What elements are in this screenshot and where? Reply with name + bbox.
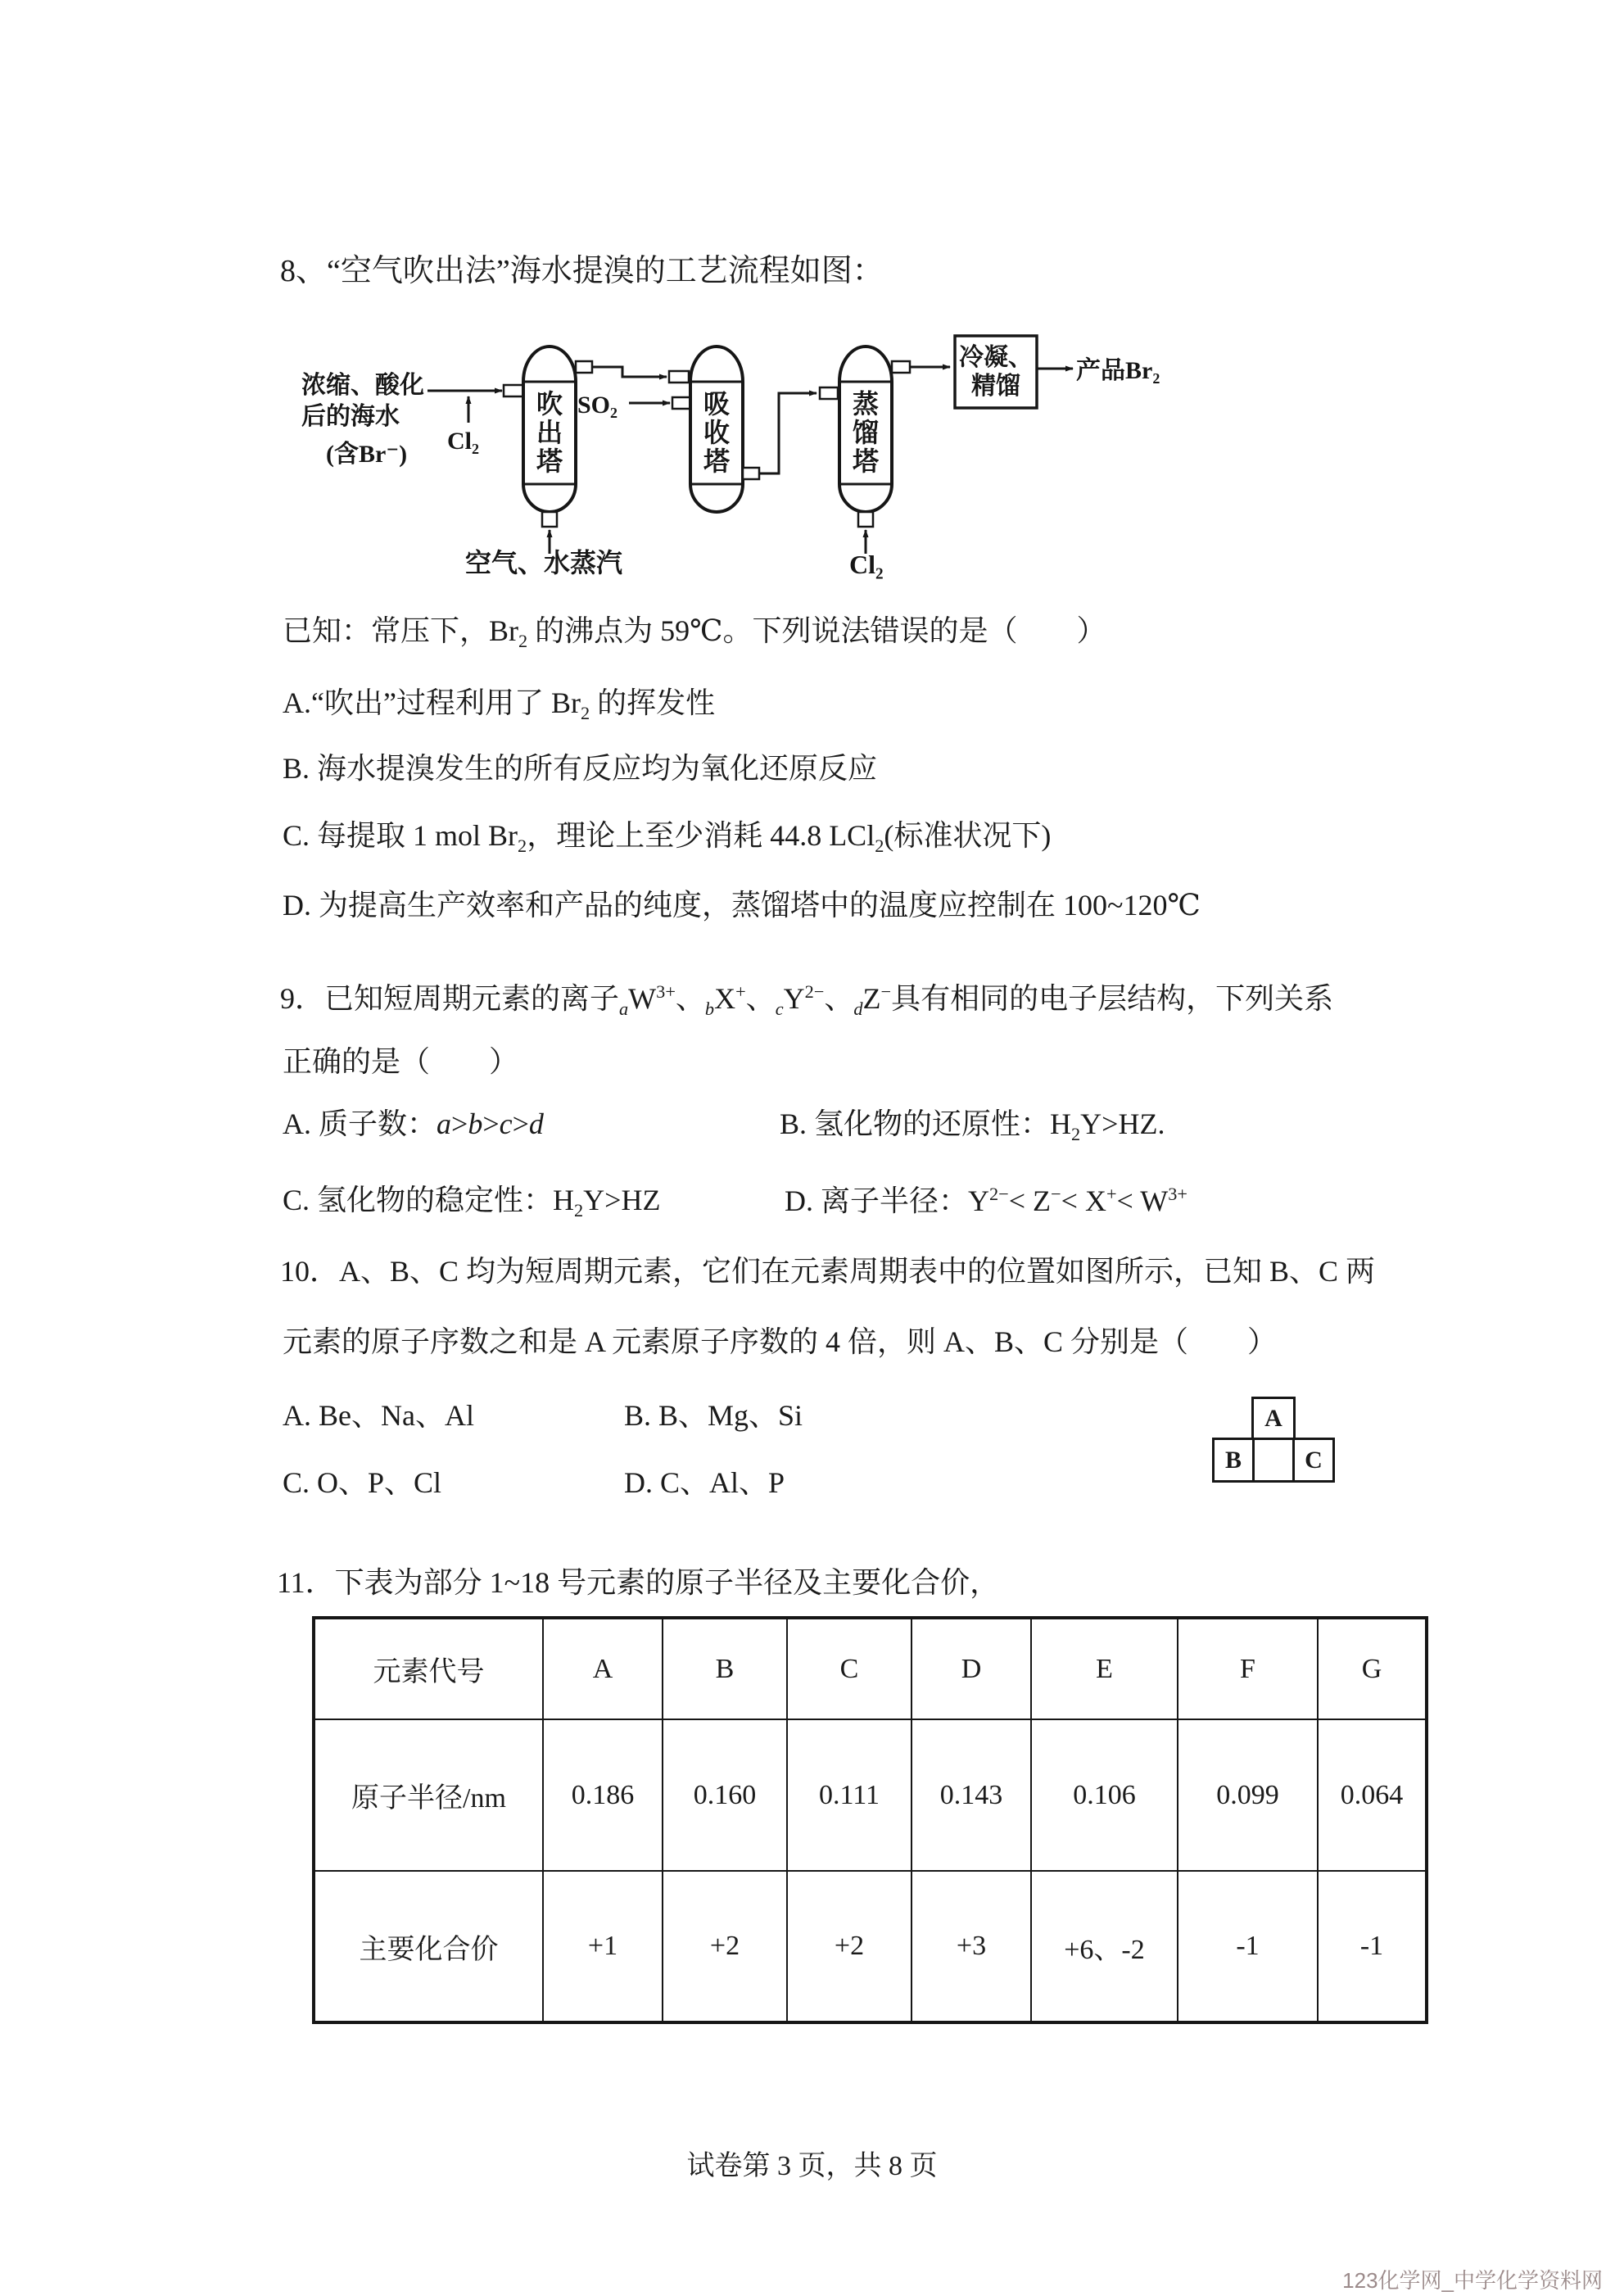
feed-label-line3: (含Br⁻) bbox=[326, 441, 408, 468]
table-cell: -1 bbox=[1318, 1871, 1427, 2022]
table-row bbox=[314, 1719, 1427, 1871]
tower2-tower3-pipe bbox=[759, 393, 817, 473]
periodic-cell-c: C bbox=[1292, 1438, 1335, 1483]
q9-option-b: B. 氢化物的还原性：$H_2Y>HZ$. bbox=[780, 1107, 1165, 1145]
tower2-outlet-stub bbox=[743, 468, 759, 479]
periodic-cell-b: B bbox=[1212, 1438, 1255, 1483]
so2-label: SO₂ bbox=[577, 392, 618, 419]
table-cell: +6、-2 bbox=[1031, 1871, 1178, 2022]
q11-intro: 11．下表为部分 1~18 号元素的原子半径及主要化合价， bbox=[277, 1566, 1000, 1599]
tower2-so2-stub bbox=[672, 397, 690, 409]
tower3-outlet-stub bbox=[892, 361, 910, 373]
absorption-tower-label: 塔 bbox=[703, 446, 731, 476]
q8-option-b: B. 海水提溴发生的所有反应均为氧化还原反应 bbox=[283, 752, 878, 785]
q8-option-d: D. 为提高生产效率和产品的纯度，蒸馏塔中的温度应控制在 100~120℃ bbox=[283, 889, 1201, 922]
table-cell: 0.186 bbox=[543, 1719, 663, 1871]
q9-option-a: A. 质子数：a>b>c>d bbox=[283, 1107, 544, 1140]
condense-rectify-label-line2: 精馏 bbox=[971, 373, 1020, 400]
distillation-tower-label: 塔 bbox=[852, 446, 880, 476]
table-header-cell: E bbox=[1031, 1618, 1178, 1719]
table-cell: 0.111 bbox=[787, 1719, 912, 1871]
q9-option-d: D. 离子半径：$Y^{2-}< Z^-< X^+< W^{3+}$ bbox=[785, 1184, 1187, 1217]
q8-title: 8、“空气吹出法”海水提溴的工艺流程如图： bbox=[280, 254, 884, 288]
table-cell: +2 bbox=[787, 1871, 912, 2022]
tower2-upper-inlet-stub bbox=[669, 371, 689, 383]
table-cell: 0.106 bbox=[1031, 1719, 1178, 1871]
table-cell: +3 bbox=[912, 1871, 1031, 2022]
table-cell: 0.160 bbox=[663, 1719, 787, 1871]
q9-option-c: C. 氢化物的稳定性：$H_2Y>HZ$ bbox=[283, 1184, 661, 1221]
tower1-tower2-pipe bbox=[592, 367, 667, 377]
cl2-bottom-label: Cl₂ bbox=[849, 550, 884, 579]
q9-intro-line2: 正确的是（ ） bbox=[283, 1045, 519, 1078]
distillation-tower-nozzle bbox=[858, 512, 873, 527]
brine-process-flow-diagram bbox=[246, 311, 1228, 582]
feed-label-line1: 浓缩、酸化 bbox=[301, 372, 424, 399]
cl2-inlet-label: Cl₂ bbox=[447, 428, 479, 455]
q10-option-c: C. O、P、Cl bbox=[283, 1466, 442, 1499]
feed-label-line2: 后的海水 bbox=[301, 403, 400, 430]
table-row-label: 主要化合价 bbox=[314, 1871, 543, 2022]
table-row bbox=[314, 1618, 1427, 1719]
q9-intro: 9．已知短周期元素的离子$_aW^{3+}$、$_b$X+、$_cY^{2-}$、$_d$Z−具有相同的电子层结构，下列关系 bbox=[280, 981, 1334, 1020]
table-header-cell: C bbox=[787, 1618, 912, 1719]
q10-intro-line1: 10．A、B、C 均为短周期元素，它们在元素周期表中的位置如图所示，已知 B、C 两 bbox=[280, 1255, 1376, 1288]
q10-option-d: D. C、Al、P bbox=[624, 1466, 785, 1499]
absorption-tower-label: 吸 bbox=[703, 389, 731, 419]
periodic-cell-empty bbox=[1252, 1438, 1295, 1483]
q11-element-table bbox=[312, 1616, 1428, 2024]
air-steam-label: 空气、水蒸汽 bbox=[465, 548, 623, 577]
condense-rectify-label-line1: 冷凝、 bbox=[959, 344, 1033, 371]
table-header-cell: 元素代号 bbox=[314, 1618, 543, 1719]
distillation-tower-label: 馏 bbox=[852, 418, 880, 447]
site-watermark: 123化学网_中学化学资料网 bbox=[1342, 2268, 1603, 2293]
table-cell: +1 bbox=[543, 1871, 663, 2022]
table-row bbox=[314, 1871, 1427, 2022]
table-cell: +2 bbox=[663, 1871, 787, 2022]
periodic-cell-a: A bbox=[1251, 1397, 1296, 1440]
table-row-label: 原子半径/nm bbox=[314, 1719, 543, 1871]
blow-tower-label: 出 bbox=[536, 418, 563, 447]
page-footer: 试卷第 3 页，共 8 页 bbox=[686, 2151, 938, 2181]
blow-tower-nozzle bbox=[542, 512, 557, 527]
q8-known-statement: 已知：常压下，$Br_2$ 的沸点为 59℃。下列说法错误的是（ ） bbox=[283, 614, 1106, 652]
table-header-cell: D bbox=[912, 1618, 1031, 1719]
table-cell: 0.064 bbox=[1318, 1719, 1427, 1871]
table-header-cell: G bbox=[1318, 1618, 1427, 1719]
distillation-tower-label: 蒸 bbox=[852, 389, 880, 419]
table-header-cell: A bbox=[543, 1618, 663, 1719]
tower3-inlet-stub bbox=[820, 387, 838, 399]
product-label: 产品Br₂ bbox=[1076, 357, 1160, 384]
absorption-tower-label: 收 bbox=[703, 418, 731, 447]
q8-option-c: C. 每提取 1 mol $Br_2$，理论上至少消耗 44.8 LCl$_2$(标准状况下) bbox=[283, 819, 1052, 857]
table-header-cell: F bbox=[1178, 1618, 1318, 1719]
table-cell: 0.099 bbox=[1178, 1719, 1318, 1871]
q10-option-b: B. B、Mg、Si bbox=[624, 1399, 803, 1432]
blow-tower-label: 塔 bbox=[536, 446, 563, 476]
q8-option-a: A.“吹出”过程利用了 $Br_2$ 的挥发性 bbox=[283, 686, 716, 724]
tower1-outlet-stub bbox=[576, 361, 592, 373]
table-cell: -1 bbox=[1178, 1871, 1318, 2022]
q10-option-a: A. Be、Na、Al bbox=[283, 1399, 474, 1432]
table-header-cell: B bbox=[663, 1618, 787, 1719]
q10-intro-line2: 元素的原子序数之和是 A 元素原子序数的 4 倍，则 A、B、C 分别是（ ） bbox=[283, 1325, 1278, 1358]
blow-tower-label: 吹 bbox=[536, 389, 563, 419]
tower1-inlet-stub bbox=[504, 385, 523, 396]
table-cell: 0.143 bbox=[912, 1719, 1031, 1871]
